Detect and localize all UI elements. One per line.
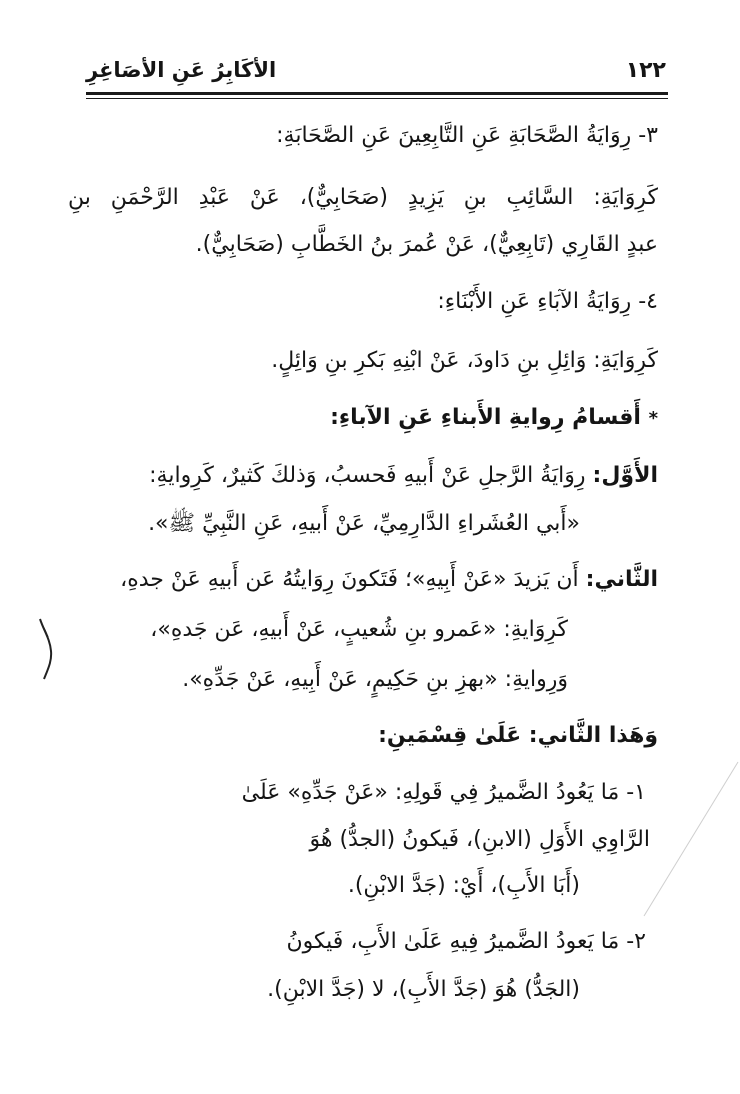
type-2-line-2: (الجَدُّ) هُوَ (جَدَّ الأَبِ)، لا (جَدَّ الابْنِ). <box>267 977 580 1002</box>
type-1-line-2: الرَّاوِي الأَوَلِ (الابنِ)، فَيكونُ (الجدُّ) هُوَ <box>309 827 650 852</box>
divisions-heading-line <box>330 404 658 433</box>
first-division-line-1 <box>149 462 658 491</box>
section-4-example: كَرِوَايَةِ: وَائِلِ بنِ دَاودَ، عَنْ ابْنِهِ بَكرِ بنِ وَائِلٍ. <box>271 348 658 373</box>
star-bullet: * <box>648 408 658 429</box>
second-division-line-1 <box>120 566 658 595</box>
second-division-line-2: كَرِوَايةِ: «عَمرو بنِ شُعيبٍ، عَنْ أَبيهِ، عَن جَدهِ»، <box>150 617 568 642</box>
header-rule-thick <box>86 92 668 95</box>
type-2-line-1: ٢- مَا يَعودُ الضَّميرُ فِيهِ عَلَىٰ الأَبِ، فَيكونُ <box>286 929 646 954</box>
header-rule-thin <box>86 98 668 99</box>
second-types-heading: وَهَذا الثَّاني: عَلَىٰ قِسْمَينِ: <box>378 723 658 748</box>
running-title: الأكَابِرُ عَنِ الأصَاغِرِ <box>86 58 277 82</box>
page-number: ١٢٢ <box>625 58 666 83</box>
section-3-example-line-1: كَرِوَايَةِ: السَّائِبِ بنِ يَزِيدٍ (صَحَابِيٌّ)، عَنْ عَبْدِ الرَّحْمَنِ بنِ <box>68 185 658 210</box>
section-3-example-line-2: عبدٍ القَارِي (تَابِعِيٌّ)، عَنْ عُمرَ بنُ الخَطَّابِ (صَحَابِيٌّ). <box>195 232 658 257</box>
type-1-line-3: (أَبَا الأَبِ)، أَيْ: (جَدَّ الابْنِ). <box>347 873 580 898</box>
page-header <box>86 58 666 88</box>
second-division-line-3: وَرِوايةِ: «بهزِ بنِ حَكِيمٍ، عَنْ أَبِيهِ، عَنْ جَدِّهِ». <box>182 667 568 692</box>
margin-pen-mark-icon <box>36 617 54 681</box>
first-division-text: رِوَايَةُ الرَّجلِ عَنْ أَبيهِ فَحسبُ، وَذلكَ كَثيرٌ، كَرِوايةِ: <box>149 463 586 488</box>
divisions-heading: أَقسامُ رِوايةِ الأَبناءِ عَنِ الآباءِ: <box>330 405 641 430</box>
section-3-heading: ٣- رِوَايَةُ الصَّحَابَةِ عَنِ التَّابِعِينَ عَنِ الصَّحَابَةِ: <box>276 123 658 148</box>
first-division-line-2: «أَبي العُشَراءِ الدَّارِمِيِّ، عَنْ أَبيهِ، عَنِ النَّبِيِّ ﷺ». <box>148 511 580 536</box>
second-division-text: أَن يَزيدَ «عَنْ أَبِيهِ»؛ فَتَكونَ رِوَايتُهُ عَن أَبيهِ عَنْ جدهِ، <box>120 567 579 592</box>
scan-artifact-line <box>640 760 740 920</box>
first-division-label: الأَوَّل: <box>592 463 658 488</box>
type-1-line-1: ١- مَا يَعُودُ الضَّميرُ فِي قَولِهِ: «عَنْ جَدِّهِ» عَلَىٰ <box>241 780 646 805</box>
section-4-heading: ٤- رِوَايَةُ الآبَاءِ عَنِ الأَبْنَاءِ: <box>437 289 658 314</box>
second-division-label: الثَّاني: <box>585 567 658 592</box>
